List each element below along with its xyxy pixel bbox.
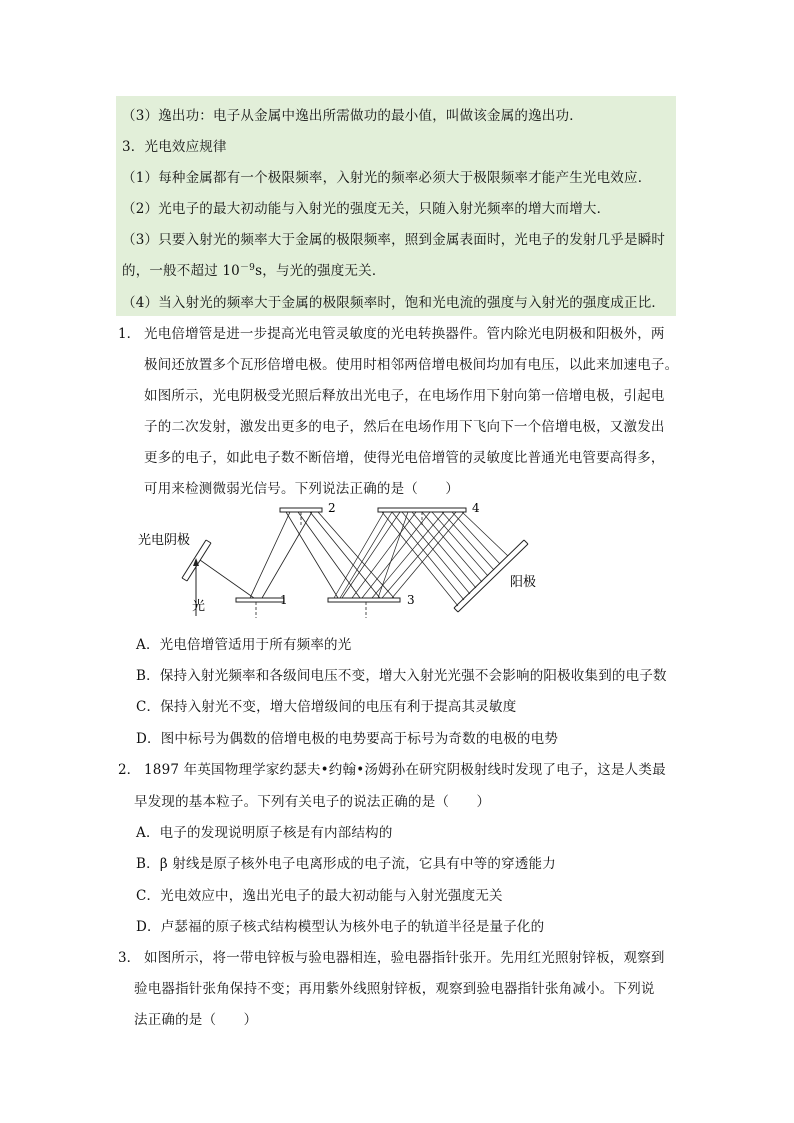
question-1-line: 更多的电子，如此电子数不断倍增，使得光电倍增管的灵敏度比普通光电管要高得多，	[144, 450, 665, 466]
question-3-number: 3．	[118, 950, 141, 966]
question-1-option-b: B．保持入射光频率和各级间电压不变，增大入射光光强不会影响的阳极收集到的电子数	[136, 668, 667, 684]
exponent: －9	[239, 263, 256, 273]
question-1-option-a: A．光电倍增管适用于所有频率的光	[136, 637, 352, 653]
rule-3-text-a: 的，一般不超过 10	[122, 263, 240, 279]
rule-3-text-b: s，与光的强度无关．	[255, 263, 386, 279]
dynode-1-label: 1	[280, 593, 288, 607]
dynode-2	[280, 508, 322, 512]
dynode-3	[328, 598, 400, 602]
knowledge-line-work-function: （3）逸出功：电子从金属中逸出所需做功的最小值，叫做该金属的逸出功．	[122, 108, 583, 124]
question-3-line: 法正确的是（ ）	[134, 1012, 258, 1028]
photomultiplier-diagram	[130, 498, 550, 624]
dynode-4	[378, 508, 466, 512]
electron-paths-2-to-3	[286, 512, 394, 598]
question-2-number: 2．	[118, 762, 141, 778]
question-1-line: 如图所示，光电阴极受光照后释放出光电子，在电场作用下射向第一倍增电极，引起电	[144, 388, 665, 404]
question-1-number: 1．	[118, 326, 141, 342]
question-3-line: 验电器指针张角保持不变；再用紫外线照射锌板，观察到验电器指针张角减小。下列说	[134, 981, 655, 997]
knowledge-rule-3: （3）只要入射光的频率大于金属的极限频率，照到金属表面时，光电子的发射几乎是瞬时	[122, 232, 666, 248]
electron-paths-4-to-anode	[382, 512, 508, 606]
knowledge-rule-4: （4）当入射光的频率大于金属的极限频率时，饱和光电流的强度与入射光的强度成正比．	[122, 295, 666, 311]
question-2-option-a: A．电子的发现说明原子核是有内部结构的	[136, 825, 393, 841]
question-1-line: 光电倍增管是进一步提高光电管灵敏度的光电转换器件。管内除光电阴极和阳极外，两	[144, 326, 665, 342]
anode-label: 阳极	[510, 575, 537, 590]
question-2-line: 1897 年英国物理学家约瑟夫•约翰•汤姆孙在研究阴极射线时发现了电子，这是人类最	[144, 762, 666, 778]
question-2-option-b: B．β 射线是原子核外电子电离形成的电子流，它具有中等的穿透能力	[136, 856, 556, 872]
knowledge-rule-1: （1）每种金属都有一个极限频率，入射光的频率必须大于极限频率才能产生光电效应．	[122, 170, 652, 186]
dynode-2-label: 2	[328, 501, 336, 515]
light-label: 光	[192, 599, 206, 614]
question-1-line: 极间还放置多个瓦形倍增电极。使用时相邻两倍增电极间均加有电压，以此来加速电子。	[144, 357, 679, 373]
knowledge-rule-3-continued	[122, 259, 386, 279]
question-1-option-c: C．保持入射光不变，增大倍增级间的电压有利于提高其灵敏度	[136, 699, 517, 715]
question-2-line: 早发现的基本粒子。下列有关电子的说法正确的是（ ）	[134, 794, 491, 810]
dynode-4-label: 4	[472, 501, 480, 515]
question-1-option-d: D．图中标号为偶数的倍增电极的电势要高于标号为奇数的电极的电势	[136, 731, 559, 747]
electron-paths-1-to-2	[250, 512, 312, 598]
question-1-line: 子的二次发射，激发出更多的电子，然后在电场作用下飞向下一个倍增电极，又激发出	[144, 419, 665, 435]
question-1-line: 可用来检测微弱光信号。下列说法正确的是（ ）	[144, 481, 460, 497]
question-3-line: 如图所示，将一带电锌板与验电器相连，验电器指针张开。先用红光照射锌板，观察到	[144, 950, 665, 966]
question-2-option-c: C．光电效应中，逸出光电子的最大初动能与入射光强度无关	[136, 888, 503, 904]
cathode-label: 光电阴极	[138, 533, 191, 548]
question-2-option-d: D．卢瑟福的原子核式结构模型认为核外电子的轨道半径是量子化的	[136, 919, 545, 935]
knowledge-heading-photoelectric-laws: 3．光电效应规律	[122, 139, 227, 155]
dynode-1	[236, 598, 284, 602]
electron-paths-3-to-4	[334, 512, 464, 598]
knowledge-rule-2: （2）光电子的最大初动能与入射光的强度无关，只随入射光频率的增大而增大．	[122, 201, 611, 217]
dynode-3-label: 3	[407, 593, 415, 607]
